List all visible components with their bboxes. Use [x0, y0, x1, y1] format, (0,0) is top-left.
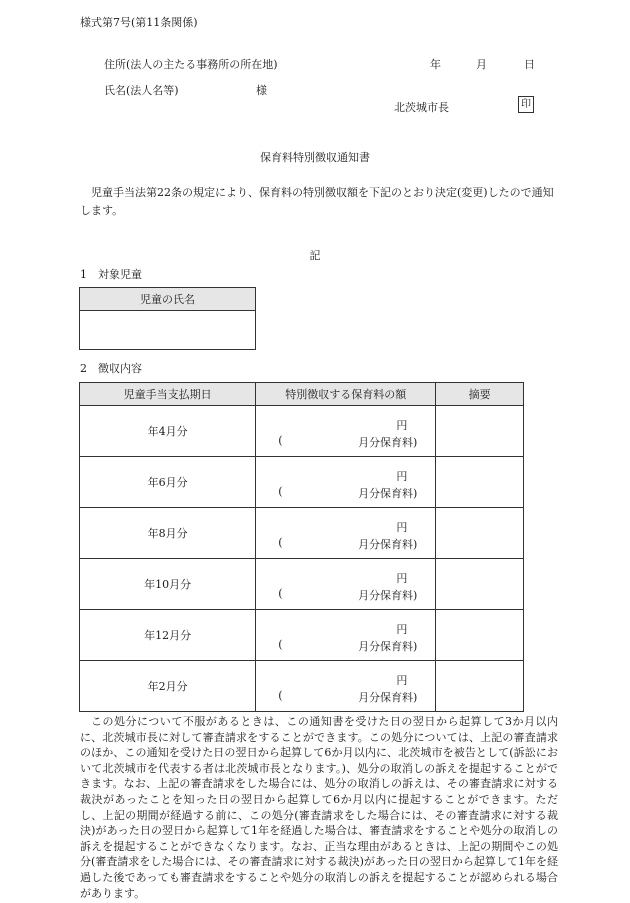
period-cell: 年8月分	[80, 508, 256, 559]
yen-label: 円	[396, 521, 408, 534]
table-row	[80, 457, 524, 508]
yen-label: 円	[396, 419, 408, 432]
amount-cell	[256, 406, 436, 457]
paren-open: (	[278, 485, 283, 498]
amount-cell	[256, 610, 436, 661]
section2-heading: 2 徴収内容	[80, 362, 142, 375]
amount-header: 特別徴収する保育料の額	[256, 383, 436, 406]
honorific: 様	[256, 84, 267, 97]
remarks-header: 摘要	[436, 383, 524, 406]
month-fee-label: 月分保育料)	[358, 487, 418, 500]
amount-cell	[256, 508, 436, 559]
yen-label: 円	[396, 470, 408, 483]
month-fee-label: 月分保育料)	[358, 640, 418, 653]
paren-open: (	[278, 638, 283, 651]
date-day-label: 日	[524, 58, 535, 71]
seal-mark: 印	[518, 96, 534, 113]
month-fee-label: 月分保育料)	[358, 538, 418, 551]
table-row	[80, 406, 524, 457]
section1-heading: 1 対象児童	[80, 268, 142, 281]
table-row	[80, 661, 524, 712]
child-table	[79, 287, 256, 350]
collection-table	[79, 382, 524, 712]
month-fee-label: 月分保育料)	[358, 589, 418, 602]
paren-open: (	[278, 689, 283, 702]
yen-label: 円	[396, 623, 408, 636]
yen-label: 円	[396, 572, 408, 585]
remarks-cell	[436, 610, 524, 661]
form-number: 様式第7号(第11条関係)	[80, 16, 198, 29]
month-fee-label: 月分保育料)	[358, 691, 418, 704]
period-cell: 年6月分	[80, 457, 256, 508]
period-cell: 年12月分	[80, 610, 256, 661]
remarks-cell	[436, 457, 524, 508]
paren-open: (	[278, 536, 283, 549]
table-row	[80, 508, 524, 559]
paren-open: (	[278, 434, 283, 447]
child-name-header: 児童の氏名	[80, 288, 256, 311]
period-cell: 年2月分	[80, 661, 256, 712]
period-cell: 年10月分	[80, 559, 256, 610]
amount-cell	[256, 661, 436, 712]
appeal-notice-text: この処分について不服があるときは、この通知書を受けた日の翌日から起算して3か月以内に、北茨城市長に対して審査請求をすることができます。この処分については、上記の審査請求のほか、この通知を受けた日の翌日から起算して6か月以内に、北茨城市を被告として(訴訟において北茨城市を代表する者は北茨城市長となります。)、処分の取消しの訴えを提起することができます。なお、上記の審査請求をした場合には、処分の取消しの訴えは、その審査請求に対する裁決があったことを知った日の翌日から起算して6か月以内に提起することができます。ただし、上記の期間が経過する前に、この処分(審査請求をした場合には、その審査請求に対する裁決)があった日の翌日から起算して1年を経過した場合は、審査請求をすることや処分の取消しの訴えを提起することができなくなります。なお、正当な理由があるときは、上記の期間やこの処分(審査請求をした場合には、その審査請求に対する裁決)があった日の翌日から起算して1年を経過した後であっても審査請求をすることや処分の取消しの訴えを提起することが認められる場合があります。	[80, 715, 558, 900]
amount-cell	[256, 457, 436, 508]
document-title: 保育料特別徴収通知書	[260, 151, 370, 164]
name-label: 氏名(法人名等)	[104, 84, 179, 97]
issuer-name: 北茨城市長	[394, 101, 449, 114]
remarks-cell	[436, 406, 524, 457]
remarks-cell	[436, 661, 524, 712]
paren-open: (	[278, 587, 283, 600]
address-label: 住所(法人の主たる事務所の所在地)	[104, 58, 278, 71]
table-row	[80, 610, 524, 661]
yen-label: 円	[396, 674, 408, 687]
period-cell: 年4月分	[80, 406, 256, 457]
amount-cell	[256, 559, 436, 610]
intro-text: 児童手当法第22条の規定により、保育料の特別徴収額を下記のとおり決定(変更)したので通知します。	[80, 186, 554, 217]
month-fee-label: 月分保育料)	[358, 436, 418, 449]
remarks-cell	[436, 508, 524, 559]
date-month-label: 月	[476, 58, 487, 71]
child-name-cell	[80, 311, 256, 350]
remarks-cell	[436, 559, 524, 610]
date-year-label: 年	[430, 58, 441, 71]
table-row	[80, 559, 524, 610]
payment-date-header: 児童手当支払期日	[80, 383, 256, 406]
ki-label: 記	[309, 249, 321, 262]
